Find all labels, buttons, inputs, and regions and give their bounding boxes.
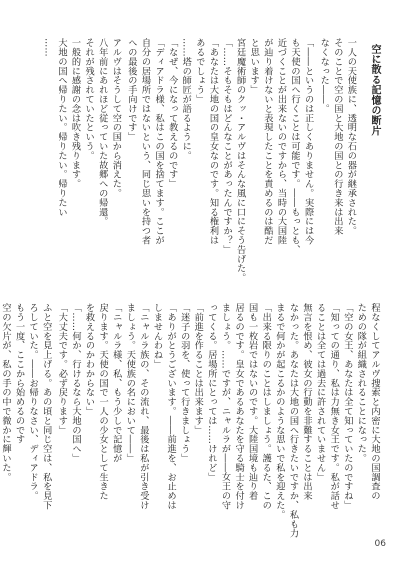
text-line: 一人の天使族に、透明な石の器が継承された。 bbox=[345, 38, 357, 236]
text-line: 八年前にあれほど従っていた故郷への帰還。 bbox=[96, 38, 108, 226]
text-line: への最後の手向けです」 bbox=[125, 38, 137, 142]
text-line: 一般的に感謝の念は吹き残ります。 bbox=[69, 38, 81, 189]
text-line: まるで何かが起こるかのような思いで私を迎えた。 bbox=[273, 303, 285, 520]
text-line: 「……そもそもはどんなことがあったんですか？」 bbox=[221, 38, 233, 255]
bottom-text-band bbox=[0, 303, 380, 539]
text-line: あるでしょう」 bbox=[193, 38, 205, 104]
text-line: ってくる。居場所にとっては……けれど」 bbox=[205, 303, 217, 482]
text-line: 空の欠片が、私の手の中で微かに輝いた。 bbox=[0, 303, 11, 482]
text-line: 「ディアドラ様、私はこの国を捨てます。ここが bbox=[153, 38, 165, 245]
text-line: ろしていた。――お帰りなさい、ディアドラ。 bbox=[27, 303, 39, 501]
text-line: 「大丈夫です。必ず戻ります」 bbox=[56, 303, 68, 435]
text-line: 国も一枚岩ではないのです。大陸国境も辿り着 bbox=[246, 303, 258, 501]
text-line: なかった。あなたは大地の国へ行きたいですか、私も力 bbox=[287, 303, 299, 538]
text-line: アルヴはそうして空の国から消えた。 bbox=[110, 38, 122, 198]
text-line: 「出来る限りのことはしましょう。護るた、この bbox=[260, 303, 272, 510]
text-line: も天使の国へ行くことは可能です。――もっとも、 bbox=[289, 38, 301, 255]
text-line: 程なくしてアルヴ捜索と内密に大地の国調査の bbox=[369, 303, 380, 501]
text-line: 「……何か、行けるなら大地の国へ」 bbox=[69, 303, 81, 463]
text-line: 居るのです。皇女であるあなたを守る騎士を付け bbox=[233, 303, 245, 510]
chapter-title: 空に散る記憶の断片 bbox=[369, 44, 380, 136]
text-line: 「ありがとうございます。――前進を、お止めは bbox=[165, 303, 177, 510]
text-line: 「――というのは正しくありません。実際には今 bbox=[302, 38, 314, 245]
text-line: 無言を恨め、彼女の行動を非難することは出来 bbox=[301, 303, 313, 501]
text-line: なくなった――。 bbox=[318, 38, 330, 114]
text-line: 「なぜ、今になって教えるのです」 bbox=[166, 38, 178, 189]
text-line: 宮廷魔術師のクッ・アルヴはそんな風に口にそう告げた。 bbox=[234, 38, 246, 283]
text-line: ましょう。天使族の名において――」 bbox=[124, 303, 136, 463]
text-line: しませんわね」 bbox=[151, 303, 163, 369]
text-line: ……塔の師匠が語るように。 bbox=[180, 38, 192, 161]
text-line: ふと空を見上げる。あの頃と同じ空は、私を見下 bbox=[40, 303, 52, 510]
text-line: を救えるのかわからない」 bbox=[83, 303, 95, 416]
text-line: もう一度、ここから始めるのです bbox=[13, 303, 25, 444]
text-line: …… bbox=[42, 38, 54, 57]
text-line: 「あなたは大地の国の皇女なのです。知る権利は bbox=[207, 38, 219, 245]
text-line: 大地の国へ帰りたい。帰りたい。帰りたい bbox=[55, 38, 67, 217]
text-line: ることは全ては過去に許されていません」 bbox=[314, 303, 326, 482]
text-line: 戻ります。天使の国で一人の少女として生きた bbox=[97, 303, 109, 501]
top-text-band bbox=[40, 38, 380, 283]
text-line: 「前進を作ることは出来ます」 bbox=[192, 303, 204, 435]
text-line: 「空の女王、あなたは全て知っていたのですね」 bbox=[341, 303, 353, 510]
page-number: 06 bbox=[374, 539, 386, 549]
text-line: 「ニャルラ様、私、もう少しで記憶が bbox=[110, 303, 122, 463]
text-line: と思います」 bbox=[248, 38, 260, 95]
text-line: が辿り着けないと表現したことを責めるのは酷だ bbox=[261, 38, 273, 245]
text-line: 「ニャルラ族の、その流れ、最後は私が引き受け bbox=[137, 303, 149, 510]
text-line: ましょう。……ですが、ニャルラが――女王の守 bbox=[219, 303, 231, 510]
text-line: 「知っての通り、私は力無き女王です。私が話せ bbox=[328, 303, 340, 510]
text-line: それが残されていたという。 bbox=[83, 38, 95, 161]
text-line: ための隊が組織されることになった。 bbox=[355, 303, 367, 463]
text-line: 近づくことが出来ないのですから、当時の大国陸 bbox=[275, 38, 287, 245]
text-line: 自分の居場所ではないという、同じ思いを持つ者 bbox=[139, 38, 151, 245]
text-line: 「迷子の羽を、使って行きましょう」 bbox=[178, 303, 190, 463]
text-line: そのことで空の国と大地の国との行き来は出来 bbox=[331, 38, 343, 236]
